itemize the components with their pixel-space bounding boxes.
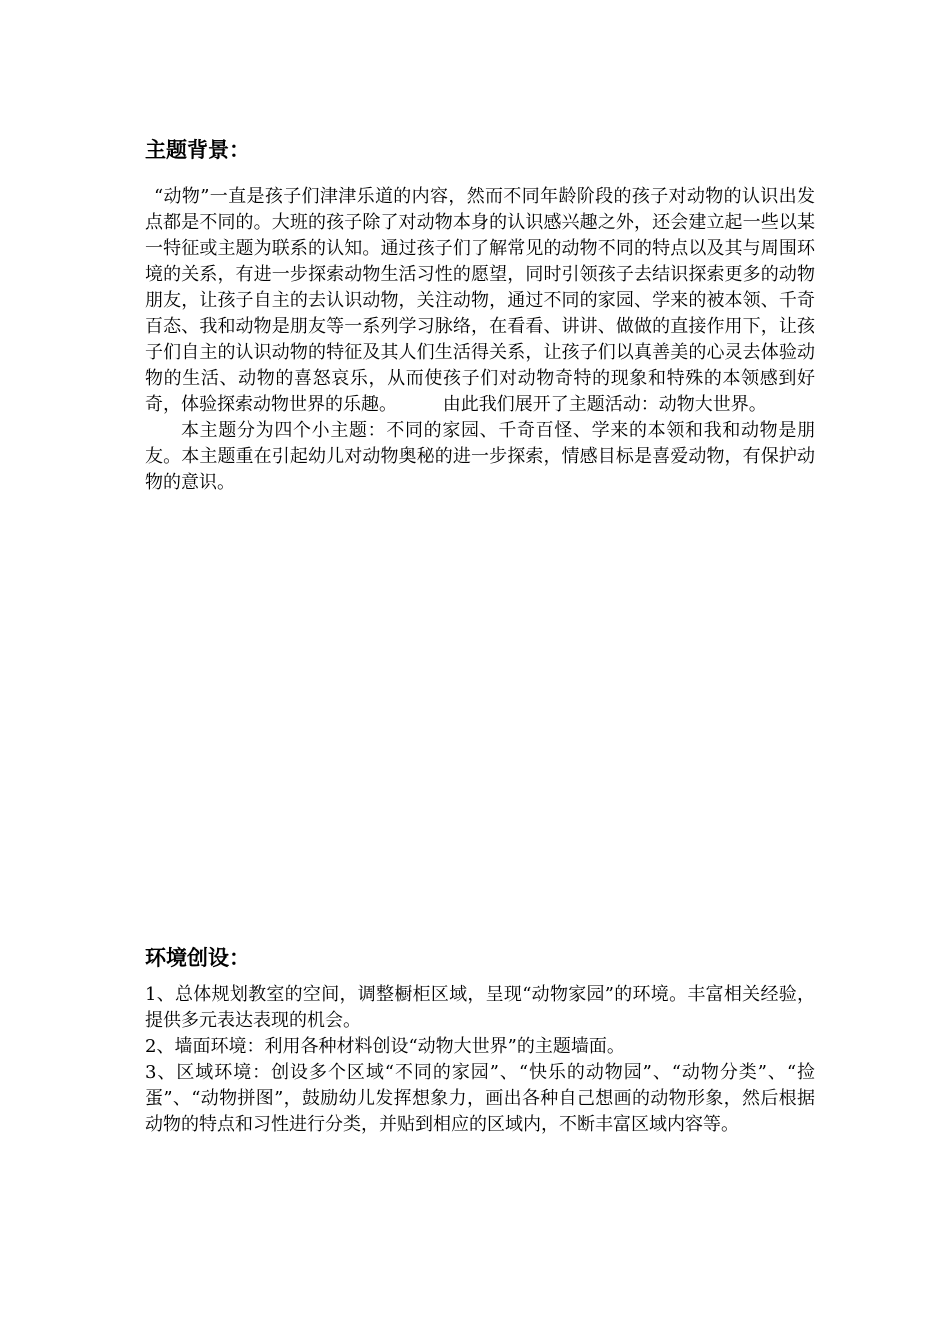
section-heading-environment: 环境创设： bbox=[145, 946, 250, 970]
background-paragraph-2: 本主题分为四个小主题：不同的家园、千奇百怪、学来的本领和我和动物是朋友。本主题重在引起幼儿对动物奥秘的进一步探索，情感目标是喜爱动物，有保护动物的意识。 bbox=[145, 420, 815, 493]
background-paragraph-1 bbox=[145, 184, 815, 418]
background-paragraph-1-main: “动物”一直是孩子们津津乐道的内容，然而不同年龄阶段的孩子对动物的认识出发点都是不同的。大班的孩子除了对动物本身的认识感兴趣之外，还会建立起一些以某一特征或主题为联系的认知。通过孩子们了解常见的动物不同的特点以及其与周围环境的关系，有进一步探索动物生活习性的愿望，同时引领孩子去结识探索更多的动物朋友，让孩子自主的去认识动物，关注动物，通过不同的家园、学来的被本领、千奇百态、我和动物是朋友等一系列学习脉络，在看看、讲讲、做做的直接作用下，让孩子们自主的认识动物的特征及其人们生活得关系，让孩子们以真善美的心灵去体验动物的生活、动物的喜怒哀乐，从而使孩子们对动物奇特的现象和特殊的本领感到好奇，体验探索动物世界的乐趣。 bbox=[145, 186, 815, 415]
environment-item-3: 3、区域环境：创设多个区域“不同的家园”、“快乐的动物园”、“动物分类”、“捡蛋”、“动物拼图”，鼓励幼儿发挥想象力，画出各种自己想画的动物形象，然后根据动物的特点和习性进行分类，并贴到相应的区域内，不断丰富区域内容等。 bbox=[145, 1062, 815, 1135]
section-heading-background: 主题背景： bbox=[145, 138, 250, 162]
background-body bbox=[145, 184, 815, 496]
environment-body bbox=[145, 982, 815, 1138]
environment-item-2: 2、墙面环境：利用各种材料创设“动物大世界”的主题墙面。 bbox=[145, 1036, 625, 1057]
background-paragraph-1-tail: 由此我们展开了主题活动：动物大世界。 bbox=[442, 394, 767, 415]
environment-item-1: 1、总体规划教室的空间，调整橱柜区域，呈现“动物家园”的环境。丰富相关经验，提供多元表达表现的机会。 bbox=[145, 984, 815, 1031]
inline-gap bbox=[397, 394, 443, 415]
